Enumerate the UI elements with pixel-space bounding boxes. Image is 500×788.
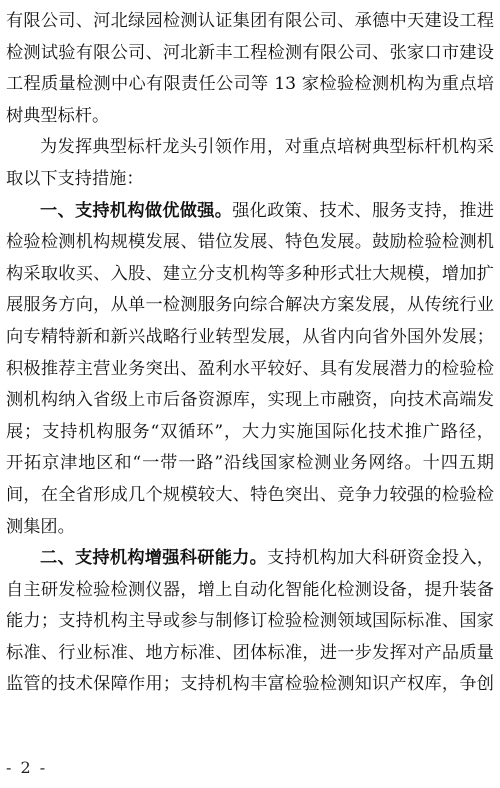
text-line: 间，在全省形成几个规模较大、特色突出、竞争力较强的检验检 [6, 484, 494, 505]
text-line: 向专精特新和新兴战略行业转型发展，从省内向省外国外发展； [6, 326, 494, 347]
section-heading-1-text: 强化政策、技术、服务支持，推进 [232, 200, 494, 221]
text-line: 能力；支持机构主导或参与制修订检验检测领域国际标准、国家 [6, 611, 494, 632]
text-line: 标准、行业标准、地方标准、团体标准，进一步发挥对产品质量 [6, 642, 494, 663]
text-line: 检验检测机构规模发展、错位发展、特色发展。鼓励检验检测机 [6, 232, 494, 253]
text-line: 测集团。 [6, 516, 75, 537]
text-line: 有限公司、河北绿园检测认证集团有限公司、承德中天建设工程 [6, 11, 494, 31]
text-line: 自主研发检验检测仪器，增上自动化智能化检测设备，提升装备 [6, 579, 494, 600]
text-line: 构采取收买、入股、建立分支机构等多种形式壮大规模，增加扩 [6, 263, 494, 284]
text-line: 为发挥典型标杆龙头引领作用，对重点培树典型标杆机构采 [40, 137, 494, 158]
text-line: 展服务方向，从单一检测服务向综合解决方案发展，从传统行业 [6, 295, 494, 316]
document-page [6, 6, 494, 701]
section-heading-line [6, 196, 494, 228]
section-heading-2-text: 支持机构加大科研资金投入， [267, 548, 494, 569]
text-line: 工程质量检测中心有限责任公司等 13 家检验检测机构为重点培 [6, 74, 494, 95]
section-heading-2: 二、支持机构增强科研能力。 [40, 548, 268, 569]
page-number: - 2 - [6, 758, 48, 777]
text-line: 检测试验有限公司、河北新丰工程检测有限公司、张家口市建设 [6, 42, 494, 63]
text-line: 开拓京津地区和“一带一路”沿线国家检测业务网络。十四五期 [6, 453, 494, 474]
section-heading-1: 一、支持机构做优做强。 [40, 200, 233, 221]
text-line: 测机构纳入省级上市后备资源库，实现上市融资，向技术高端发 [6, 390, 494, 411]
text-line: 展；支持机构服务“双循环”，大力实施国际化技术推广路径， [6, 421, 494, 442]
text-line: 监管的技术保障作用；支持机构丰富检验检测知识产权库，争创 [6, 674, 494, 695]
section-heading-line [6, 543, 494, 575]
text-line: 取以下支持措施： [6, 168, 144, 189]
text-line: 积极推荐主营业务突出、盈利水平较好、具有发展潜力的检验检 [6, 358, 494, 379]
text-line: 树典型标杆。 [6, 105, 110, 126]
